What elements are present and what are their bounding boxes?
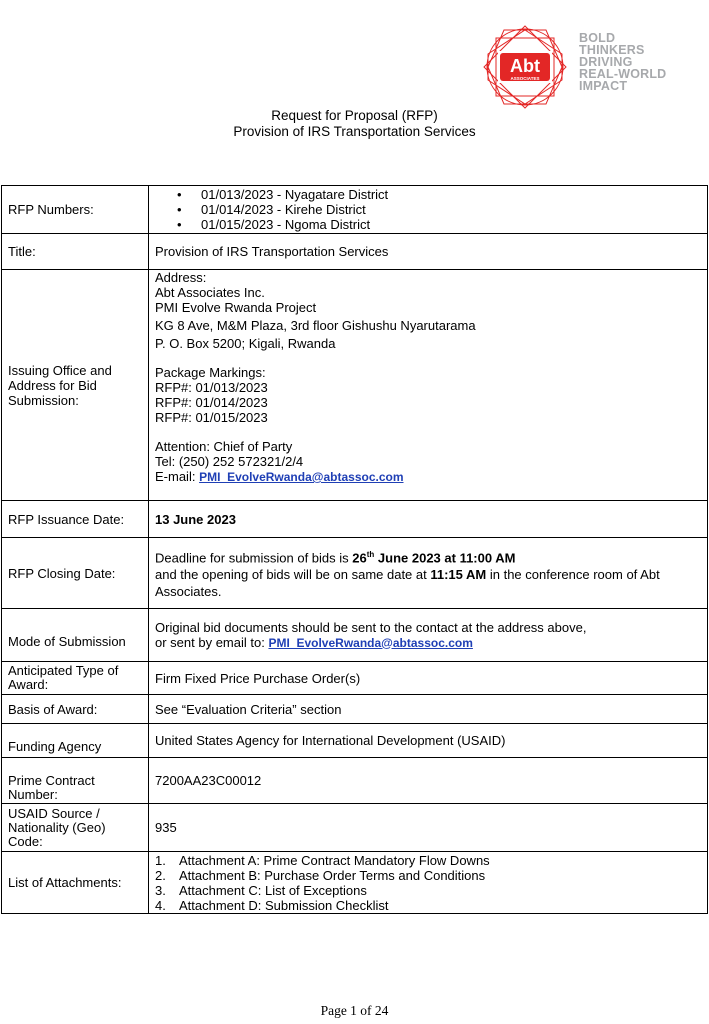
list-item: • 01/014/2023 - Kirehe District (155, 202, 701, 217)
geo-code-value: 935 (149, 804, 708, 852)
address-line: KG 8 Ave, M&M Plaza, 3rd floor Gishushu Nyarutarama (155, 318, 476, 333)
list-item: • 01/013/2023 - Nyagatare District (155, 187, 701, 202)
closing-deadline-day: 26 (352, 550, 367, 566)
header-line-1: Request for Proposal (RFP) (271, 108, 438, 123)
rfp-numbers-label: RFP Numbers: (2, 186, 149, 234)
geo-code-label: USAID Source / Nationality (Geo) Code: (2, 804, 149, 852)
rfp-numbers-value (149, 186, 708, 234)
list-item: • 01/015/2023 - Ngoma District (155, 217, 701, 232)
table-row (2, 758, 708, 804)
attachments-list (155, 853, 701, 913)
package-line: Package Markings: (155, 365, 266, 380)
closing-deadline: June 2023 at 11:00 AM (374, 550, 516, 566)
document-header (0, 108, 709, 140)
tagline-line: IMPACT (579, 79, 628, 93)
issuing-office-label: Issuing Office and Address for Bid Submission: (2, 270, 149, 501)
tagline-line: REAL-WORLD (579, 67, 667, 81)
tagline-line: BOLD (579, 31, 616, 45)
table-row (2, 724, 708, 758)
table-row (2, 186, 708, 234)
table-row (2, 501, 708, 538)
prime-contract-label: Prime Contract Number: (2, 758, 149, 804)
closing-deadline-suffix: th (366, 549, 375, 559)
attachments-label: List of Attachments: (2, 852, 149, 914)
closing-date-label: RFP Closing Date: (2, 538, 149, 609)
package-line: RFP#: 01/013/2023 (155, 380, 268, 395)
attention-line: Attention: Chief of Party (155, 439, 293, 454)
award-type-value: Firm Fixed Price Purchase Order(s) (149, 662, 708, 695)
email-link[interactable]: PMI_EvolveRwanda@abtassoc.com (268, 635, 473, 650)
tagline-line: THINKERS (579, 43, 645, 57)
table-row (2, 852, 708, 914)
package-line: RFP#: 01/014/2023 (155, 395, 268, 410)
tagline-line: DRIVING (579, 55, 633, 69)
table-row (2, 609, 708, 662)
closing-text: Deadline for submission of bids is (155, 550, 353, 566)
issuance-date-label: RFP Issuance Date: (2, 501, 149, 538)
table-row (2, 804, 708, 852)
table-row (2, 234, 708, 270)
closing-text: in the conference room of Abt Associates. (155, 567, 660, 600)
mode-line: Original bid documents should be sent to the contact at the address above, (155, 619, 587, 635)
logo-mark-text: Abt (510, 56, 540, 76)
issuing-office-value (149, 270, 708, 501)
mode-email-prefix: or sent by email to: (155, 634, 269, 650)
rfp-details-table (1, 185, 708, 914)
list-item: 2. Attachment B: Purchase Order Terms and Conditions (155, 867, 486, 883)
mode-of-submission-value (149, 609, 708, 662)
tel-line: Tel: (250) 252 572321/2/4 (155, 454, 304, 469)
opening-time: 11:15 AM (430, 567, 487, 583)
basis-of-award-value: See “Evaluation Criteria” section (149, 695, 708, 724)
mode-line (155, 635, 701, 651)
logo-mark-subtext: ASSOCIATES (510, 76, 540, 81)
title-label: Title: (2, 234, 149, 270)
address-line: Address: (155, 270, 207, 285)
closing-date-value (149, 538, 708, 609)
email-link[interactable]: PMI_EvolveRwanda@abtassoc.com (199, 470, 404, 484)
list-item: 3. Attachment C: List of Exceptions (155, 882, 367, 898)
closing-text: and the opening of bids will be on same date at (155, 567, 431, 583)
email-prefix: E-mail: (155, 469, 200, 484)
list-item: 1. Attachment A: Prime Contract Mandatory Flow Downs (155, 852, 490, 868)
award-type-label: Anticipated Type of Award: (2, 662, 149, 695)
basis-of-award-label: Basis of Award: (2, 695, 149, 724)
page-number: Page 1 of 24 (320, 1003, 389, 1018)
table-row (2, 270, 708, 501)
address-line: Abt Associates Inc. (155, 285, 265, 300)
address-line: PMI Evolve Rwanda Project (155, 300, 317, 315)
table-row (2, 695, 708, 724)
attachments-value (149, 852, 708, 914)
email-line (155, 469, 701, 485)
abt-logo (482, 24, 682, 110)
header-line-2: Provision of IRS Transportation Services (233, 124, 476, 139)
issuance-date-value: 13 June 2023 (149, 501, 708, 538)
title-value: Provision of IRS Transportation Services (149, 234, 708, 270)
package-line: RFP#: 01/015/2023 (155, 410, 268, 425)
prime-contract-value: 7200AA23C00012 (149, 758, 708, 804)
abt-logo-mark (482, 24, 568, 110)
funding-agency-label: Funding Agency (2, 724, 149, 758)
table-row (2, 538, 708, 609)
list-item: 4. Attachment D: Submission Checklist (155, 897, 389, 913)
table-row (2, 662, 708, 695)
address-line: P. O. Box 5200; Kigali, Rwanda (155, 336, 336, 351)
mode-of-submission-label: Mode of Submission (2, 609, 149, 662)
funding-agency-value: United States Agency for International Development (USAID) (149, 724, 708, 758)
rfp-numbers-list (155, 187, 701, 232)
logo-tagline (579, 32, 689, 92)
